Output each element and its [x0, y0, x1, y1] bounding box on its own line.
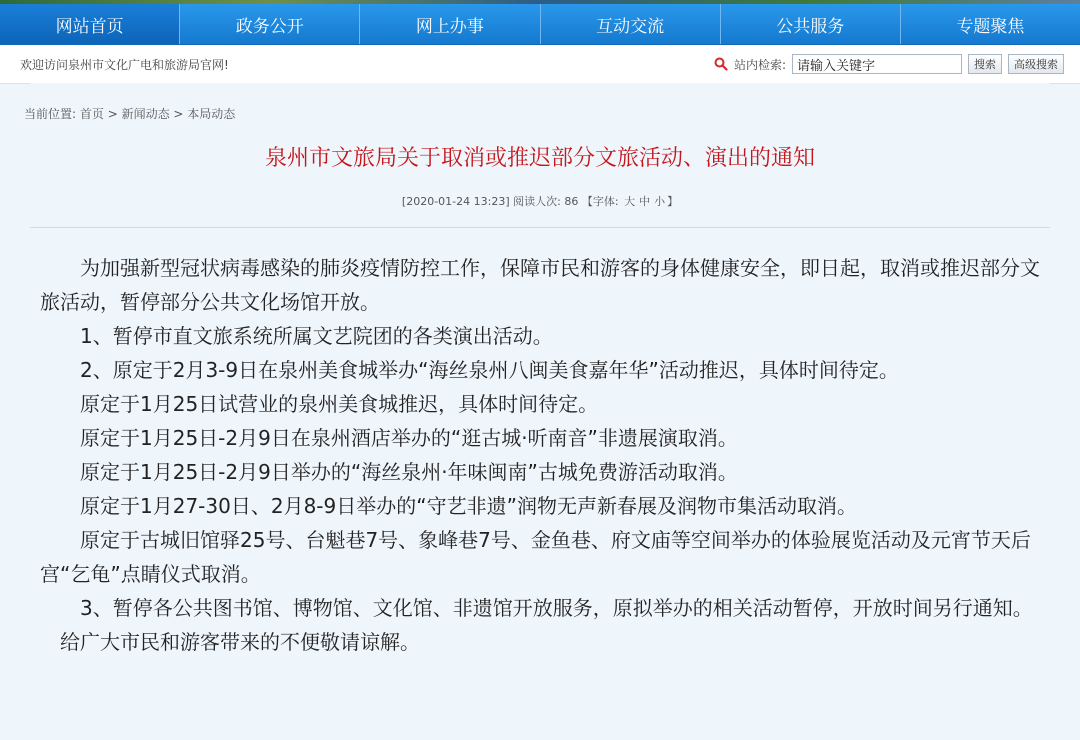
- search-label: 站内检索:: [733, 57, 786, 72]
- advanced-search-button[interactable]: 高级搜索: [1008, 54, 1064, 74]
- article-paragraph: 3、暂停各公共图书馆、博物馆、文化馆、非遗馆开放服务，原拟举办的相关活动暂停，开放时间另行通知。: [80, 596, 1033, 620]
- nav-item-interaction[interactable]: 互动交流: [541, 4, 721, 44]
- views-label: 阅读人次:: [513, 195, 561, 208]
- breadcrumb-home-link[interactable]: 首页: [79, 107, 104, 121]
- article-paragraph: 原定于古城旧馆驿25号、台魁巷7号、象峰巷7号、金鱼巷、府文庙等空间举办的体验展览活动及元宵节天后宫“乞龟”点睛仪式取消。: [40, 528, 1031, 586]
- article-paragraph: 原定于1月25日试营业的泉州美食城推迟，具体时间待定。: [80, 392, 599, 416]
- nav-item-special-topics[interactable]: 专题聚焦: [956, 16, 1025, 37]
- article-paragraph: 2、原定于2月3-9日在泉州美食城举办“海丝泉州八闽美食嘉年华”活动推迟，具体时间待定。: [80, 358, 899, 382]
- article-date: [2020-01-24 13:23]: [401, 195, 510, 208]
- font-size-suffix: 】: [667, 195, 679, 208]
- title-divider: [30, 227, 1050, 228]
- article-meta: [30, 193, 1050, 209]
- article-container: [24, 83, 1050, 740]
- site-search: [714, 53, 1064, 75]
- article-paragraph: 为加强新型冠状病毒感染的肺炎疫情防控工作，保障市民和游客的身体健康安全，即日起，取消或推迟部分文旅活动，暂停部分公共文化场馆开放。: [40, 256, 1040, 314]
- article-paragraph: 原定于1月27-30日、2月8-9日举办的“守艺非遗”润物无声新春展及润物市集活动取消。: [80, 494, 857, 518]
- nav-item-online-services[interactable]: 网上办事: [360, 4, 540, 44]
- font-small-link[interactable]: 小: [654, 195, 666, 208]
- breadcrumb-separator: >: [169, 107, 188, 121]
- font-large-link[interactable]: 大: [624, 195, 636, 208]
- search-button[interactable]: 搜索: [968, 54, 1002, 74]
- font-size-prefix: 【字体:: [581, 195, 619, 208]
- nav-item-home[interactable]: 网站首页: [0, 4, 180, 44]
- breadcrumb: [24, 105, 235, 122]
- font-medium-link[interactable]: 中: [639, 195, 651, 208]
- article-body: [40, 251, 1050, 659]
- search-input[interactable]: [792, 54, 962, 74]
- article-paragraph: 1、暂停市直文旅系统所属文艺院团的各类演出活动。: [80, 324, 553, 348]
- article-paragraph: 原定于1月25日-2月9日举办的“海丝泉州·年味闽南”古城免费游活动取消。: [80, 460, 738, 484]
- breadcrumb-current-link[interactable]: 本局动态: [187, 107, 236, 121]
- breadcrumb-news-link[interactable]: 新闻动态: [121, 107, 170, 121]
- article-title: 泉州市文旅局关于取消或推迟部分文旅活动、演出的通知: [264, 146, 815, 171]
- main-nav: [0, 4, 1080, 45]
- article-closing: 给广大市民和游客带来的不便敬请谅解。: [60, 630, 420, 654]
- welcome-text: 欢迎访问泉州市文化广电和旅游局官网!: [20, 58, 229, 72]
- nav-item-public-services[interactable]: 公共服务: [721, 4, 901, 44]
- breadcrumb-separator: >: [103, 107, 122, 121]
- search-icon: [714, 57, 728, 71]
- views-count: 86: [564, 195, 579, 208]
- article-paragraph: 原定于1月25日-2月9日在泉州酒店举办的“逛古城·听南音”非遗展演取消。: [80, 426, 738, 450]
- breadcrumb-prefix: 当前位置:: [24, 107, 77, 121]
- welcome-bar: [0, 45, 1080, 84]
- nav-item-government-affairs[interactable]: 政务公开: [180, 4, 360, 44]
